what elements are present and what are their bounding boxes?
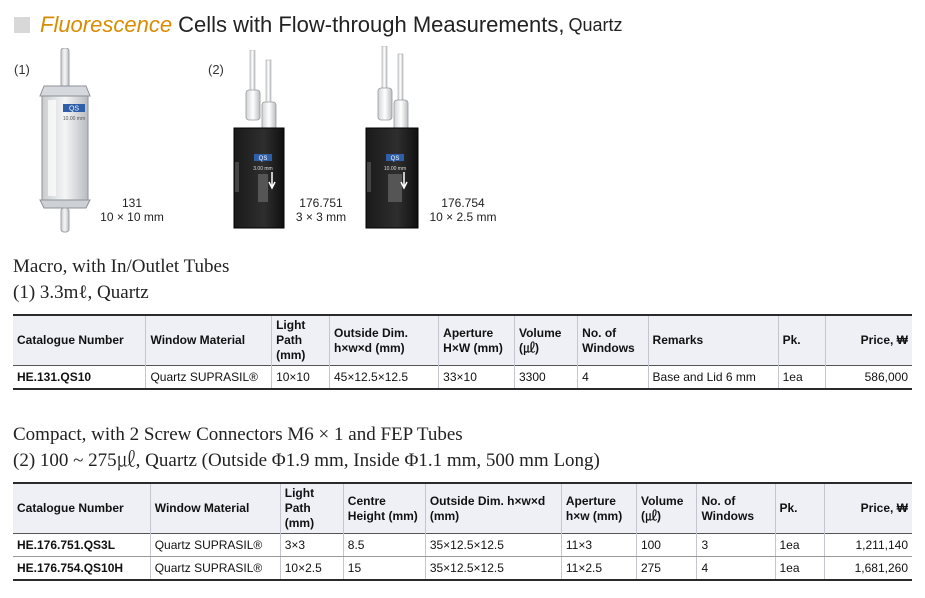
cuvette-176751-image xyxy=(228,50,290,230)
cell-catalogue: HE.131.QS10 xyxy=(13,366,146,390)
col-volume: Volume (㎕) xyxy=(514,315,577,366)
col-catalogue-number: Catalogue Number xyxy=(13,483,150,534)
col-outside-dim: Outside Dim. h×w×d (mm) xyxy=(425,483,561,534)
cell-aperture: 33×10 xyxy=(439,366,515,390)
svg-text:10.00 mm: 10.00 mm xyxy=(62,116,86,122)
cell-windows: 4 xyxy=(697,557,775,581)
macro-heading-line2: (1) 3.3mℓ, Quartz xyxy=(13,282,149,303)
cell-catalogue: HE.176.754.QS10H xyxy=(13,557,150,581)
col-volume: Volume (㎕) xyxy=(636,483,696,534)
cell-light-path: 10×2.5 xyxy=(280,557,343,581)
cell-volume: 3300 xyxy=(514,366,577,390)
cell-131-caption xyxy=(94,196,170,224)
cell-176754-size: 10 × 2.5 mm xyxy=(429,210,497,224)
col-light-path: Light Path (mm) xyxy=(280,483,343,534)
col-price: Price, ₩ xyxy=(826,315,912,366)
cell-pk: 1ea xyxy=(775,534,825,557)
cuvette-176754-image xyxy=(360,46,424,230)
col-aperture: Aperture h×w (mm) xyxy=(561,483,636,534)
cell-catalogue: HE.176.751.QS3L xyxy=(13,534,150,557)
cell-price: 586,000 xyxy=(826,366,912,390)
cell-material: Quartz SUPRASIL® xyxy=(150,534,280,557)
cell-outside-dim: 35×12.5×12.5 xyxy=(425,557,561,581)
cell-aperture: 11×2.5 xyxy=(561,557,636,581)
cell-volume: 275 xyxy=(636,557,696,581)
col-light-path: Light Path (mm) xyxy=(272,315,330,366)
cell-176751-size: 3 × 3 mm xyxy=(295,210,347,224)
cuvette-131-image xyxy=(30,48,100,236)
cell-176751-code: 176.751 xyxy=(299,196,343,210)
cell-outside-dim: 45×12.5×12.5 xyxy=(330,366,439,390)
cell-176754-code: 176.754 xyxy=(441,196,485,210)
macro-spec-table xyxy=(13,314,912,390)
macro-heading-line1: Macro, with In/Outlet Tubes xyxy=(13,256,230,277)
col-windows: No. of Windows xyxy=(697,483,775,534)
macro-heading xyxy=(13,254,229,306)
compact-heading-line2: (2) 100 ~ 275㎕, Quartz (Outside Φ1.9 mm, Inside Φ1.1 mm, 500 mm Long) xyxy=(13,450,600,471)
cell-centre-height: 15 xyxy=(343,557,425,581)
compact-heading xyxy=(13,422,600,474)
cell-outside-dim: 35×12.5×12.5 xyxy=(425,534,561,557)
col-aperture: Aperture H×W (mm) xyxy=(439,315,515,366)
table-row xyxy=(13,366,912,390)
col-price: Price, ₩ xyxy=(825,483,912,534)
cell-price: 1,681,260 xyxy=(825,557,912,581)
cell-price: 1,211,140 xyxy=(825,534,912,557)
svg-text:10.00 mm: 10.00 mm xyxy=(383,166,407,172)
figure-2-label: (2) xyxy=(208,62,224,77)
cell-windows: 4 xyxy=(578,366,648,390)
cell-light-path: 10×10 xyxy=(272,366,330,390)
svg-text:3.00 mm: 3.00 mm xyxy=(253,166,273,172)
table-row xyxy=(13,534,912,557)
col-window-material: Window Material xyxy=(150,483,280,534)
page-title xyxy=(14,10,622,40)
col-catalogue-number: Catalogue Number xyxy=(13,315,146,366)
cell-material: Quartz SUPRASIL® xyxy=(146,366,272,390)
cell-centre-height: 8.5 xyxy=(343,534,425,557)
cell-remarks: Base and Lid 6 mm xyxy=(648,366,778,390)
cell-light-path: 3×3 xyxy=(280,534,343,557)
col-outside-dim: Outside Dim. h×w×d (mm) xyxy=(330,315,439,366)
title-sub: Quartz xyxy=(568,14,623,35)
col-centre-height: Centre Height (mm) xyxy=(343,483,425,534)
title-square-icon xyxy=(14,17,30,33)
col-pk: Pk. xyxy=(778,315,826,366)
cell-aperture: 11×3 xyxy=(561,534,636,557)
col-windows: No. of Windows xyxy=(578,315,648,366)
macro-table-header xyxy=(13,315,912,366)
cell-windows: 3 xyxy=(697,534,775,557)
col-window-material: Window Material xyxy=(146,315,272,366)
svg-text:QS: QS xyxy=(258,156,268,162)
cell-pk: 1ea xyxy=(775,557,825,581)
table-row xyxy=(13,557,912,581)
title-main: Cells with Flow-through Measurements, xyxy=(178,12,565,37)
title-accent: Fluorescence xyxy=(40,12,173,37)
cell-131-size: 10 × 10 mm xyxy=(100,210,164,224)
cell-pk: 1ea xyxy=(778,366,826,390)
svg-text:QS: QS xyxy=(68,105,80,113)
cell-176751-caption xyxy=(284,196,358,224)
cell-volume: 100 xyxy=(636,534,696,557)
compact-table-header xyxy=(13,483,912,534)
svg-text:QS: QS xyxy=(390,156,400,162)
cell-176754-caption xyxy=(420,196,506,224)
col-pk: Pk. xyxy=(775,483,825,534)
cell-131-code: 131 xyxy=(121,196,143,210)
col-remarks: Remarks xyxy=(648,315,778,366)
cell-material: Quartz SUPRASIL® xyxy=(150,557,280,581)
figure-1-label: (1) xyxy=(14,62,30,77)
compact-heading-line1: Compact, with 2 Screw Connectors M6 × 1 and FEP Tubes xyxy=(13,424,463,445)
compact-spec-table xyxy=(13,482,912,581)
